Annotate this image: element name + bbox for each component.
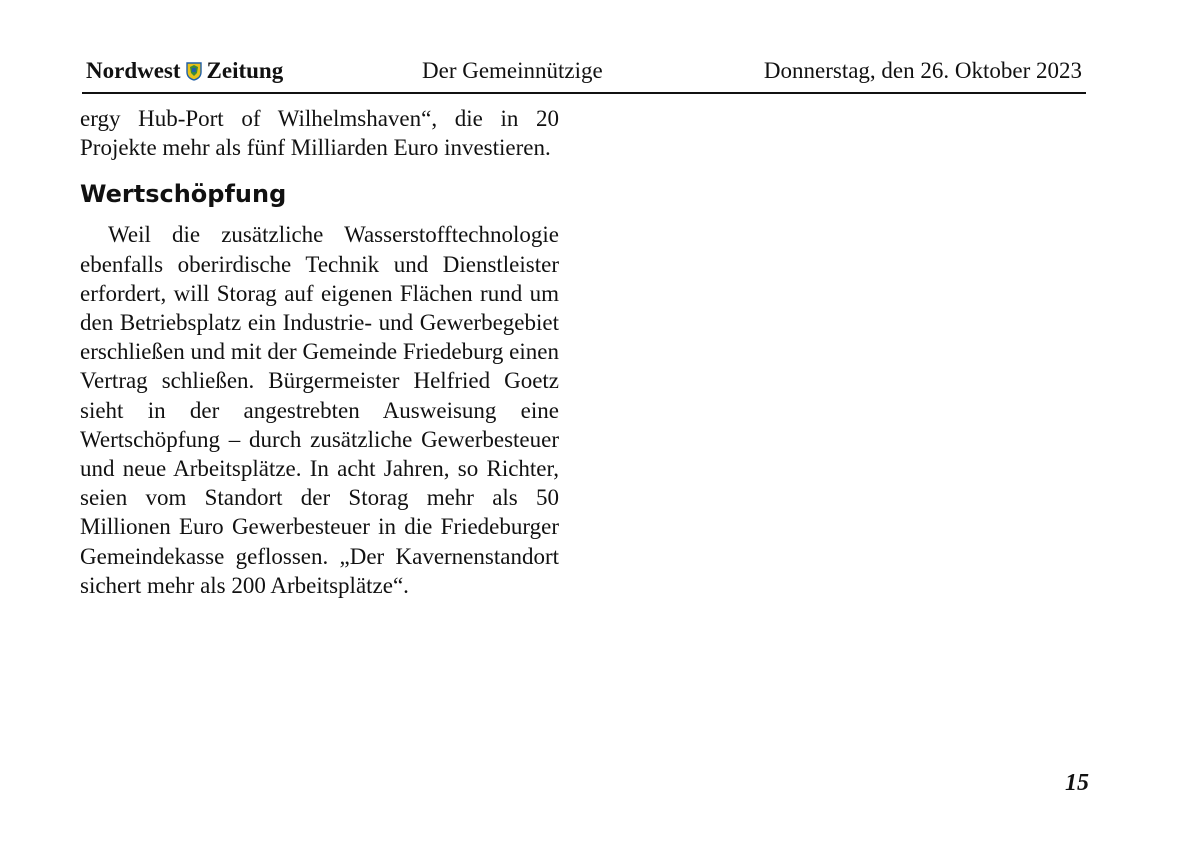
lead-paragraph: ergy Hub-Port of Wilhelmshaven“, die in 20 Projekte mehr als fünf Milliarden Euro investieren. <box>80 106 559 161</box>
issue-date: Donnerstag, den 26. Oktober 2023 <box>763 58 1082 83</box>
section-title: Der Gemeinnützige <box>422 58 603 83</box>
masthead-left-word: Nordwest <box>86 58 181 83</box>
page-number: 15 <box>1065 770 1089 796</box>
article-column <box>80 104 559 600</box>
masthead-right-word: Zeitung <box>206 58 284 83</box>
page-header <box>82 56 1086 94</box>
coat-of-arms-icon <box>186 62 202 81</box>
newspaper-masthead <box>86 58 283 84</box>
body-paragraph: Weil die zusätzliche Wasserstofftechnologie ebenfalls oberirdische Technik und Dienstleister erfordert, will Storag auf eigenen Flächen rund um den Betriebsplatz ein Industrie- und Gewerbegebiet erschließen und mit der Gemeinde Friedeburg einen Vertrag schließen. Bürgermeister Helfried Goetz sieht in der angestrebten Ausweisung eine Wertschöpfung – durch zusätzliche Gewerbesteuer und neue Arbeitsplätze. In acht Jahren, so Richter, seien vom Standort der Storag mehr als 50 Millionen Euro Gewerbesteuer in die Friedeburger Gemeindekasse geflossen. „Der Kavernenstandort sichert mehr als 200 Arbeitsplätze“. <box>80 222 559 598</box>
article-subheading: Wertschöpfung <box>80 180 287 209</box>
